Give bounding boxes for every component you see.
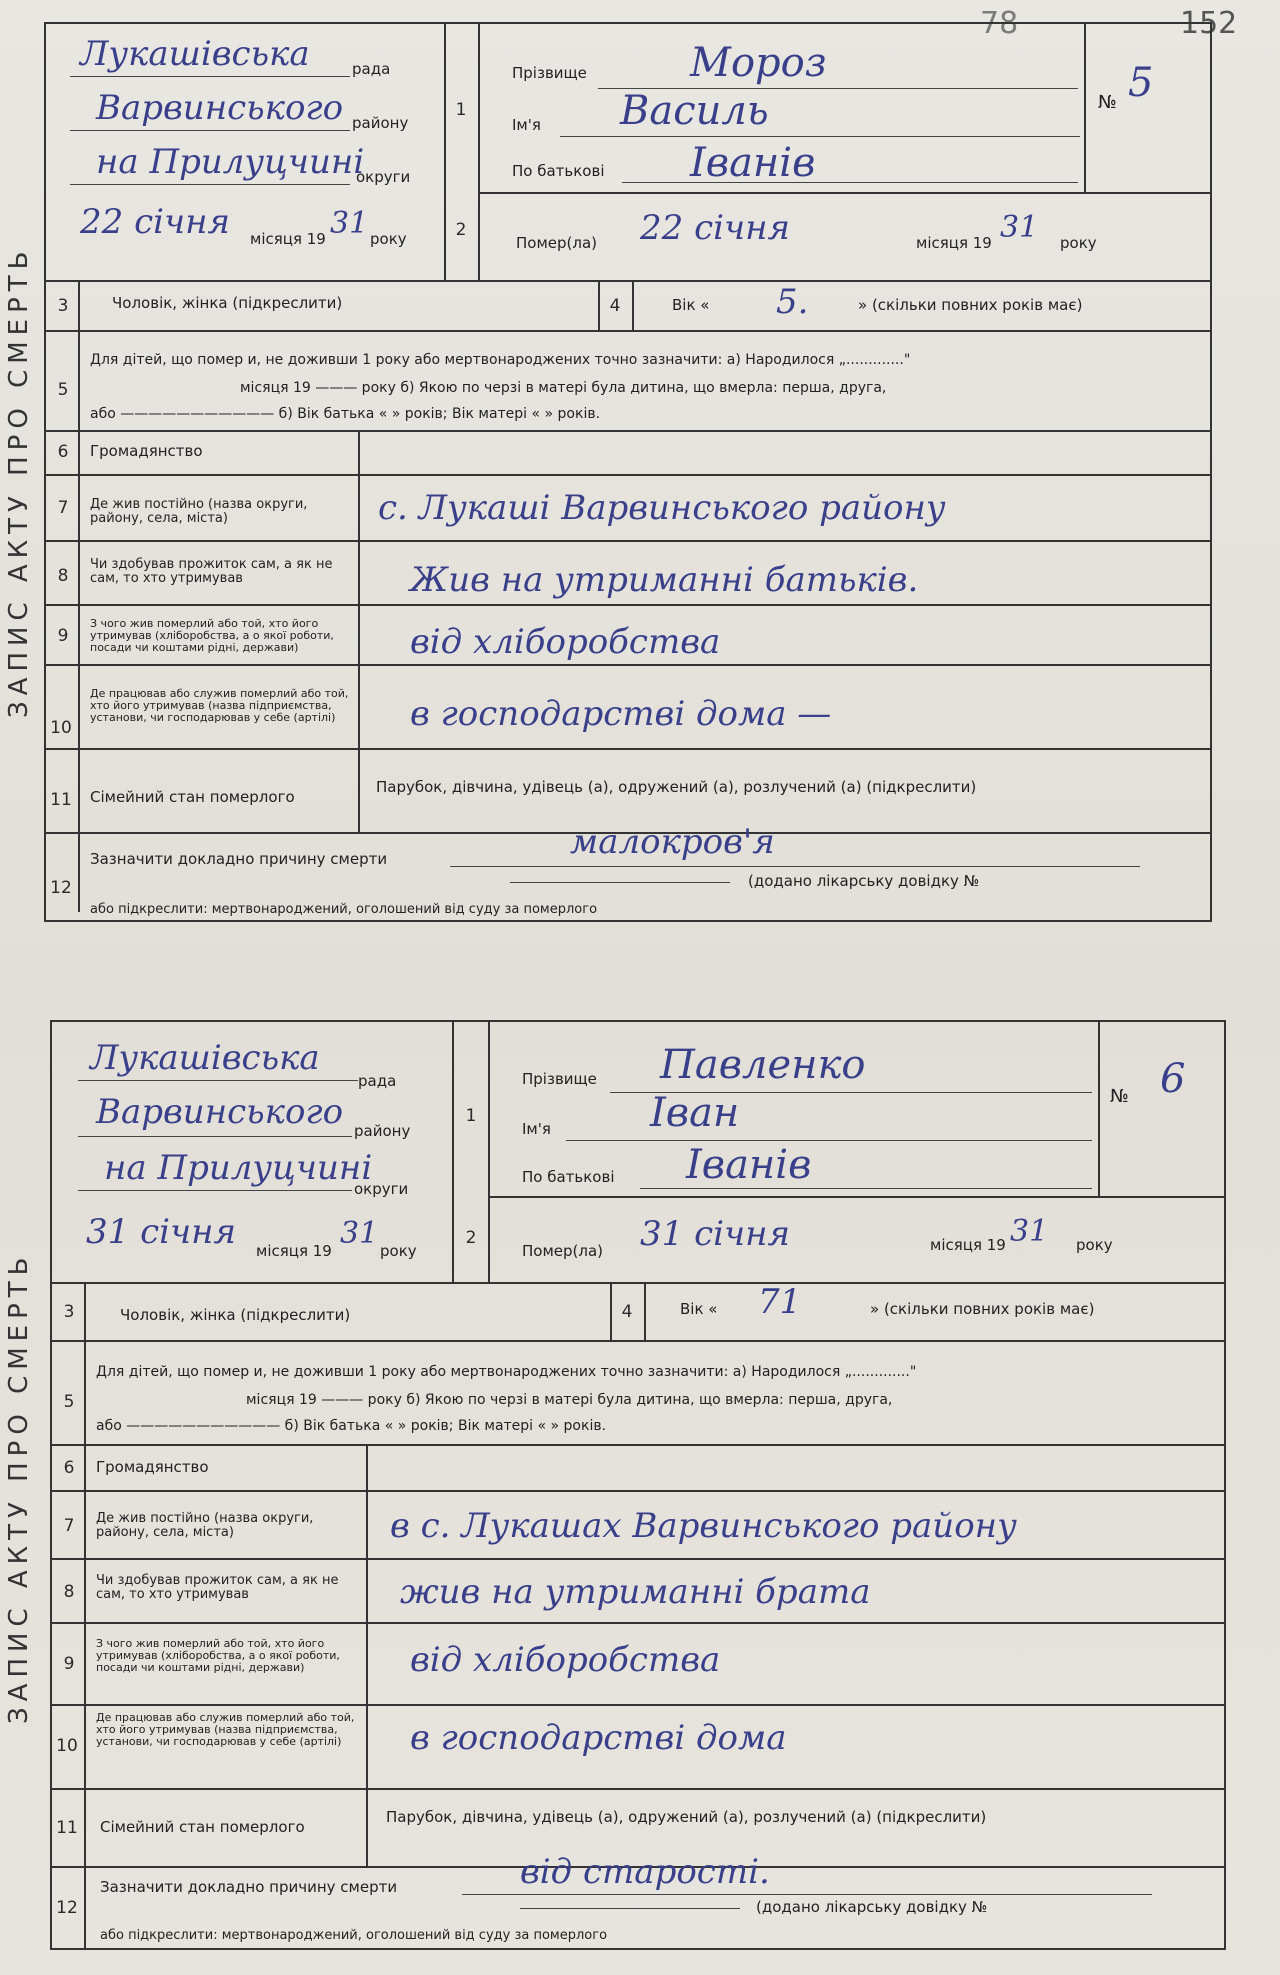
died-label: Помер(ла): [516, 234, 598, 252]
children-line-2: місяця 19 ——— року б) Якою по черзі в матері була дитина, що вмерла: перша, друга,: [240, 380, 887, 396]
rada-label: рада: [352, 60, 391, 78]
residence-label: Де жив постійно (назва округи, району, села, міста): [90, 497, 308, 526]
children-line-1: Для дітей, що помер и, не доживши 1 року або мертвонароджених точно зазначити: а) Народилося „.............": [90, 352, 911, 368]
number-label: №: [1098, 92, 1117, 113]
children-line-1: Для дітей, що помер и, не доживши 1 року або мертвонароджених точно зазначити: а) Народилося „.............": [96, 1364, 917, 1380]
record-year-value: 31: [330, 206, 369, 241]
record-form-2: ЗАПИС АКТУ ПРО СМЕРТЬ Лукашівська рада Варвинського району на Прилуцчині округи 31 січня місяця 19 31 року 1 Прізвище Павленко Ім'я Іван По батькові Іванів № 6 2 Помер(ла) 31 січня місяця 19 31 року 3 Чоловік, жінка (підкреслити) 4 Вік « 71 » (скільки повних років має) 5 Для дітей, що помер и, не доживши 1 року або мертвонароджених точно зазначити: а) Народилося „............." місяця 19 ——— року б) Якою по черзі в матері була дитина, що вмерла: перша, друга, або ——————————— б) Вік батька « » років; Вік матері « » років. 6 Громадянство 7 Де жив постійно (назва округи, району, села, міста) в с. Лукашах Варвинського району 8 Чи здобував прожиток сам, а як не сам, то хто утримував жив на утриманні брата 9 З чого жив померлий або той, хто його утримував (хліборобства, а о якої роботи, посади чи коштами рідні, держави) від хліборобства 10 Де працював або служив померлий або той, хто його утримував (назва підприємства, установи, чи господарював у себе (артілі) в господарстві дома 11 Сімейний стан померлого Парубок, дівчина, удівець (а), одружений (а), розлучений (а) (підкреслити) 12 Зазначити докладно причину смерти від старості. (додано лікарську довідку № або підкреслити: мертвонароджений, оголошений від суду за померлого: [0, 1018, 1230, 1958]
doctor-note: (додано лікарську довідку №: [756, 1898, 988, 1916]
age-suffix: » (скільки повних років має): [870, 1300, 1095, 1318]
marital-label: Сімейний стан померлого: [90, 788, 295, 806]
age-label: Вік «: [680, 1300, 718, 1318]
residence-value: в с. Лукашах Варвинського району: [390, 1506, 1017, 1546]
marital-options: Парубок, дівчина, удівець (а), одружений (а), розлучений (а) (підкреслити): [376, 778, 977, 796]
livelihood-value: жив на утриманні брата: [400, 1572, 871, 1612]
number-label: №: [1110, 1086, 1129, 1107]
age-suffix: » (скільки повних років має): [858, 296, 1083, 314]
livelihood-label: Чи здобував прожиток сам, а як не сам, то хто утримував: [90, 557, 333, 586]
number-value: 5: [1128, 60, 1154, 106]
surname-value: Павленко: [660, 1042, 866, 1088]
age-label: Вік «: [672, 296, 710, 314]
marital-label: Сімейний стан померлого: [100, 1818, 305, 1836]
record-year-label: року: [370, 230, 407, 248]
rada-value: Лукашівська: [90, 1038, 320, 1078]
sex-label: Чоловік, жінка (підкреслити): [112, 294, 343, 312]
record-form-1: ЗАПИС АКТУ ПРО СМЕРТЬ Лукашівська рада Варвинського району на Прилуцчині округи 22 січня місяця 19 31 року 1 Прізвище Мороз Ім'я Василь По батькові Іванів № 5 2 Помер(ла) 22 січня місяця 19 31 року 3 Чоловік, жінка (підкреслити) 4 Вік « 5. » (скільки повних років має) 5 Для дітей, що помер и, не доживши 1 року або мертвонароджених точно зазначити: а) Народилося „............." місяця 19 ——— року б) Якою по черзі в матері була дитина, що вмерла: перша, друга, або ——————————— б) Вік батька « » років; Вік матері « » років. 6 Громадянство 7 Де жив постійно (назва округи, району, села, міста) с. Лукаші Варвинського району 8 Чи здобував прожиток сам, а як не сам, то хто утримував Жив на утриманні батьків. 9 З чого жив померлий або той, хто його утримував (хліборобства, а о якої роботи, посади чи коштами рідні, держави) від хліборобства 10 Де працював або служив померлий або той, хто його утримував (назва підприємства, установи, чи господарював у себе (артілі) в господарстві дома — 11 Сімейний стан померлого Парубок, дівчина, удівець (а), одружений (а), розлучений (а) (підкреслити) 12 Зазначити докладно причину смерти малокров'я (додано лікарську довідку № або підкреслити: мертвонароджений, оголошений від суду за померлого: [0, 12, 1230, 932]
children-line-3: або ——————————— б) Вік батька « » років; Вік матері « » років.: [90, 406, 601, 422]
residence-value: с. Лукаші Варвинського району: [378, 488, 946, 528]
patronymic-value: Іванів: [690, 140, 816, 186]
archive-folio-old: 78: [980, 6, 1019, 41]
citizenship-label: Громадянство: [96, 1458, 209, 1476]
side-label: ЗАПИС АКТУ ПРО СМЕРТЬ: [4, 245, 34, 719]
workplace-label: Де працював або служив померлий або той, хто його утримував (назва підприємства, установи, чи господарював у себе (артілі): [90, 687, 349, 724]
workplace-value: в господарстві дома —: [410, 694, 832, 734]
income-source-label: З чого жив померлий або той, хто його утримував (хліборобства, а о якої роботи, посади чи коштами рідні, держави): [96, 1637, 340, 1674]
workplace-label: Де працював або служив померлий або той, хто його утримував (назва підприємства, установи, чи господарював у себе (артілі): [96, 1711, 355, 1748]
workplace-value: в господарстві дома: [410, 1718, 787, 1758]
patronymic-label: По батькові: [512, 162, 605, 180]
died-year-label: року: [1076, 1236, 1113, 1254]
side-label: ЗАПИС АКТУ ПРО СМЕРТЬ: [4, 1251, 34, 1725]
died-year-label: року: [1060, 234, 1097, 252]
record-year-value: 31: [340, 1216, 379, 1251]
surname-label: Прізвище: [522, 1070, 597, 1088]
income-value: від хліборобства: [410, 622, 721, 662]
income-source-label: З чого жив померлий або той, хто його утримував (хліборобства, а о якої роботи, посади чи коштами рідні, держави): [90, 617, 334, 654]
livelihood-value: Жив на утриманні батьків.: [410, 560, 919, 600]
name-label: Ім'я: [512, 116, 541, 134]
died-label: Помер(ла): [522, 1242, 604, 1260]
livelihood-label: Чи здобував прожиток сам, а як не сам, то хто утримував: [96, 1573, 339, 1602]
okruha-value: на Прилуцчині: [104, 1148, 373, 1188]
surname-label: Прізвище: [512, 64, 587, 82]
raion-value: Варвинського: [96, 88, 344, 128]
died-date-value: 31 січня: [640, 1214, 791, 1254]
patronymic-value: Іванів: [686, 1142, 812, 1188]
record-year-label: року: [380, 1242, 417, 1260]
raion-label: району: [354, 1122, 411, 1140]
age-value: 5.: [776, 282, 809, 322]
okruha-value: на Прилуцчині: [96, 142, 365, 182]
rada-value: Лукашівська: [80, 34, 310, 74]
income-value: від хліборобства: [410, 1640, 721, 1680]
okruha-label: округи: [354, 1180, 409, 1198]
name-label: Ім'я: [522, 1120, 551, 1138]
doctor-note: (додано лікарську довідку №: [748, 872, 980, 890]
age-value: 71: [758, 1282, 802, 1322]
died-year-value: 31: [1010, 1214, 1049, 1249]
name-value: Іван: [650, 1090, 740, 1136]
died-year-value: 31: [1000, 210, 1039, 245]
cause-value: малокров'я: [570, 822, 775, 862]
died-month-label: місяця 19: [930, 1236, 1006, 1254]
record-date-value: 22 січня: [80, 202, 231, 242]
sex-label: Чоловік, жінка (підкреслити): [120, 1306, 351, 1324]
marital-options: Парубок, дівчина, удівець (а), одружений (а), розлучений (а) (підкреслити): [386, 1808, 987, 1826]
record-date-value: 31 січня: [86, 1212, 237, 1252]
patronymic-label: По батькові: [522, 1168, 615, 1186]
cause-label: Зазначити докладно причину смерти: [100, 1878, 398, 1896]
children-line-2: місяця 19 ——— року б) Якою по черзі в матері була дитина, що вмерла: перша, друга,: [246, 1392, 893, 1408]
citizenship-label: Громадянство: [90, 442, 203, 460]
died-date-value: 22 січня: [640, 208, 791, 248]
cause-value: від старості.: [520, 1852, 770, 1892]
number-value: 6: [1160, 1056, 1186, 1102]
rada-label: рада: [358, 1072, 397, 1090]
name-value: Василь: [620, 88, 769, 134]
surname-value: Мороз: [690, 40, 827, 86]
record-date-label: місяця 19: [256, 1242, 332, 1260]
children-line-3: або ——————————— б) Вік батька « » років; Вік матері « » років.: [96, 1418, 607, 1434]
stillborn-note: або підкреслити: мертвонароджений, оголошений від суду за померлого: [100, 1928, 608, 1943]
died-month-label: місяця 19: [916, 234, 992, 252]
raion-value: Варвинського: [96, 1092, 344, 1132]
record-date-label: місяця 19: [250, 230, 326, 248]
okruha-label: округи: [356, 168, 411, 186]
raion-label: району: [352, 114, 409, 132]
residence-label: Де жив постійно (назва округи, району, села, міста): [96, 1511, 314, 1540]
archive-folio-number: 152: [1180, 6, 1238, 41]
cause-label: Зазначити докладно причину смерти: [90, 850, 388, 868]
stillborn-note: або підкреслити: мертвонароджений, оголошений від суду за померлого: [90, 902, 598, 917]
